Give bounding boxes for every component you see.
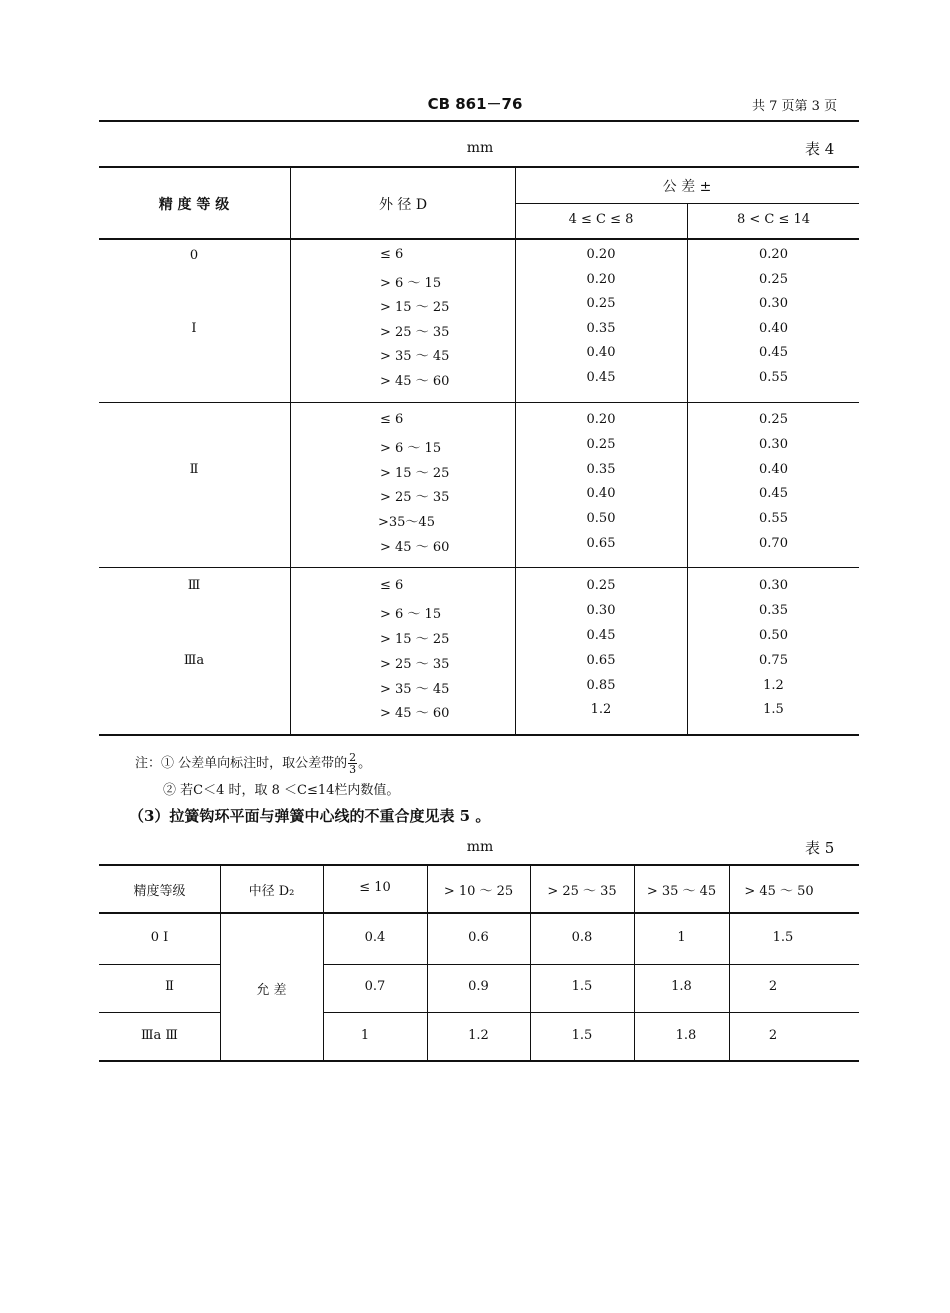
table5-value-cell: 2 [768, 979, 778, 994]
table5-value-cell: 1 [360, 1028, 370, 1043]
table4-tolerance-b-cell: 0.30 [759, 578, 788, 593]
table4-diameter-cell: > 45 ～ 60 [380, 706, 450, 721]
table4-tolerance-a-cell: 0.20 [586, 247, 616, 262]
table5-value-cell: 1.5 [571, 979, 593, 994]
table4-subheader-a: 4 ≤ C ≤ 8 [568, 212, 634, 227]
page-info: 共 7 页第 3 页 [752, 99, 838, 114]
table4-diameter-cell: > 35 ～ 45 [380, 682, 450, 697]
table4-diameter-cell: > 45 ～ 60 [380, 374, 450, 389]
table5-value-cell: 0.7 [364, 979, 386, 994]
table4-tolerance-a-cell: 0.65 [586, 653, 616, 668]
table4-tolerance-a-cell: 0.40 [586, 486, 616, 501]
table4-diameter-cell: > 15 ～ 25 [380, 300, 450, 315]
table5-header-cell: > 25 ～ 35 [547, 884, 617, 899]
table5-value-cell: 1.2 [468, 1028, 489, 1043]
note-1-text: 注：① 公差单向标注时，取公差带的 [135, 756, 348, 771]
table5-value-cell: 1.5 [772, 930, 794, 945]
table4-diameter-cell: ≤ 6 [380, 578, 404, 593]
table4-unit: mm [466, 140, 494, 156]
table5-row-rule [323, 964, 859, 965]
table5-merged-label: 允 差 [256, 983, 287, 998]
table4-tolerance-b-cell: 0.30 [759, 296, 788, 311]
table5-header-cell: 精度等级 [133, 884, 186, 899]
table4-tolerance-a-cell: 0.50 [586, 511, 616, 526]
table4-tolerance-b-cell: 0.20 [759, 247, 788, 262]
table5-row-rule [99, 964, 220, 965]
table4-tolerance-b-cell: 0.45 [759, 486, 788, 501]
table5-value-cell: 0.6 [468, 930, 489, 945]
table4-tolerance-a-cell: 0.25 [586, 296, 616, 311]
table4-tolerance-b-cell: 0.75 [759, 653, 788, 668]
table5-grade-cell: Ⅱ [165, 979, 174, 994]
table5-value-cell: 1.8 [675, 1028, 697, 1043]
table4-grade-label: Ⅱ [189, 462, 199, 477]
table4-tolerance-b-cell: 1.2 [763, 678, 784, 693]
table5-value-cell: 1 [677, 930, 686, 945]
table5-value-cell: 2 [768, 1028, 778, 1043]
table4-tolerance-a-cell: 0.85 [586, 678, 616, 693]
note-1 [135, 752, 371, 775]
table5-header-rule [99, 912, 859, 914]
table4-tolerance-a-cell: 0.20 [586, 272, 616, 287]
note-1-suffix: 。 [358, 756, 372, 771]
table5-unit: mm [466, 839, 494, 855]
table4-subheader-b: 8 < C ≤ 14 [736, 212, 811, 227]
table4-diameter-cell: ≤ 6 [380, 412, 404, 427]
table4-tolerance-a-cell: 1.2 [590, 702, 612, 717]
table5-grade-cell: 0 Ⅰ [150, 930, 169, 945]
table4-diameter-cell: > 15 ～ 25 [380, 632, 450, 647]
table5-row-rule [99, 1012, 220, 1013]
table4-grade-label: Ⅲ [187, 578, 201, 593]
table5-top-rule [99, 864, 859, 866]
table5-header-cell: > 35 ～ 45 [646, 884, 717, 899]
table4-top-rule [99, 166, 859, 168]
table5-header-cell: > 45 ～ 50 [744, 884, 814, 899]
table4-grade-label: Ⅲa [183, 653, 205, 668]
table4-tolerance-a-cell: 0.45 [586, 370, 616, 385]
table5-row-rule [323, 1012, 859, 1013]
table5-header-cell: ≤ 10 [359, 880, 391, 895]
table4-tolerance-a-cell: 0.25 [586, 578, 616, 593]
table4-grade-label: 0 [189, 248, 199, 263]
table4-tolerance-b-cell: 0.40 [759, 462, 788, 477]
table4-bottom-rule [99, 734, 859, 736]
table4-tolerance-b-cell: 0.30 [759, 437, 788, 452]
table4-tolerance-a-cell: 0.40 [586, 345, 616, 360]
table4-diameter-cell: > 35 ～ 45 [380, 349, 450, 364]
table5-bottom-rule [99, 1060, 859, 1062]
table4-tolerance-b-cell: 0.35 [759, 603, 788, 618]
table4-diameter-cell: > 6 ～ 15 [380, 441, 442, 456]
table4-tolerance-a-cell: 0.45 [586, 628, 616, 643]
table4-tolerance-b-cell: 0.50 [759, 628, 788, 643]
fraction [348, 752, 357, 775]
table4-tolerance-a-cell: 0.35 [586, 462, 616, 477]
paragraph-3: （3）拉簧钩环平面与弹簧中心线的不重合度见表 5 。 [129, 807, 491, 825]
table5-header-cell: > 10 ～ 25 [443, 884, 514, 899]
table4-header-grade: 精 度 等 级 [158, 197, 230, 213]
table4-col-divider-1 [290, 167, 291, 734]
fraction-numerator: 2 [349, 751, 357, 764]
table4-diameter-cell: >35～45 [378, 515, 435, 530]
table4-diameter-cell: ≤ 6 [380, 247, 404, 262]
table4-tolerance-a-cell: 0.65 [586, 536, 616, 551]
table4-diameter-cell: > 25 ～ 35 [380, 490, 450, 505]
table4-tolerance-a-cell: 0.25 [586, 437, 616, 452]
table4-group-rule-2 [99, 567, 859, 568]
table5-value-cell: 0.8 [571, 930, 593, 945]
table4-header-tolerance: 公 差 ± [662, 179, 712, 195]
table4-diameter-cell: > 25 ～ 35 [380, 325, 450, 340]
table5-grade-cell: Ⅲa Ⅲ [141, 1028, 178, 1043]
note-2: ② 若C＜4 时，取 8 ＜C≤14栏内数值。 [163, 783, 400, 798]
table5-value-cell: 1.8 [671, 979, 692, 994]
table4-grade-label: Ⅰ [191, 321, 197, 336]
table4-group-rule-1 [99, 402, 859, 403]
table4-diameter-cell: > 15 ～ 25 [380, 466, 450, 481]
table4-tolerance-b-cell: 0.70 [759, 536, 788, 551]
table4-tolerance-b-cell: 0.55 [759, 511, 788, 526]
table5-header-cell: 中径 D₂ [248, 884, 295, 899]
table4-tolerance-b-cell: 0.25 [759, 272, 788, 287]
table4-diameter-cell: > 45 ～ 60 [380, 540, 450, 555]
table4-tolerance-a-cell: 0.35 [586, 321, 616, 336]
table5-value-cell: 0.4 [364, 930, 386, 945]
table5-value-cell: 0.9 [468, 979, 489, 994]
table4-tolerance-b-cell: 1.5 [763, 702, 784, 717]
table4-header-diameter: 外 径 D [378, 197, 428, 213]
table4-diameter-cell: > 25 ～ 35 [380, 657, 450, 672]
header-rule [99, 120, 859, 122]
table4-tolerance-a-cell: 0.20 [586, 412, 616, 427]
table4-diameter-cell: > 6 ～ 15 [380, 607, 442, 622]
table4-tolerance-a-cell: 0.30 [586, 603, 616, 618]
fraction-denominator: 3 [349, 763, 357, 776]
table4-diameter-cell: > 6 ～ 15 [380, 276, 442, 291]
table4-tolerance-b-cell: 0.25 [759, 412, 788, 427]
table4-tolerance-b-cell: 0.40 [759, 321, 788, 336]
document-code: CB 861－76 [427, 95, 523, 113]
table5-label: 表 5 [805, 839, 835, 857]
table4-label: 表 4 [805, 140, 835, 158]
table5-value-cell: 1.5 [571, 1028, 593, 1043]
table4-header-rule [99, 238, 859, 240]
table4-tolerance-b-cell: 0.45 [759, 345, 788, 360]
table4-tolerance-b-cell: 0.55 [759, 370, 788, 385]
